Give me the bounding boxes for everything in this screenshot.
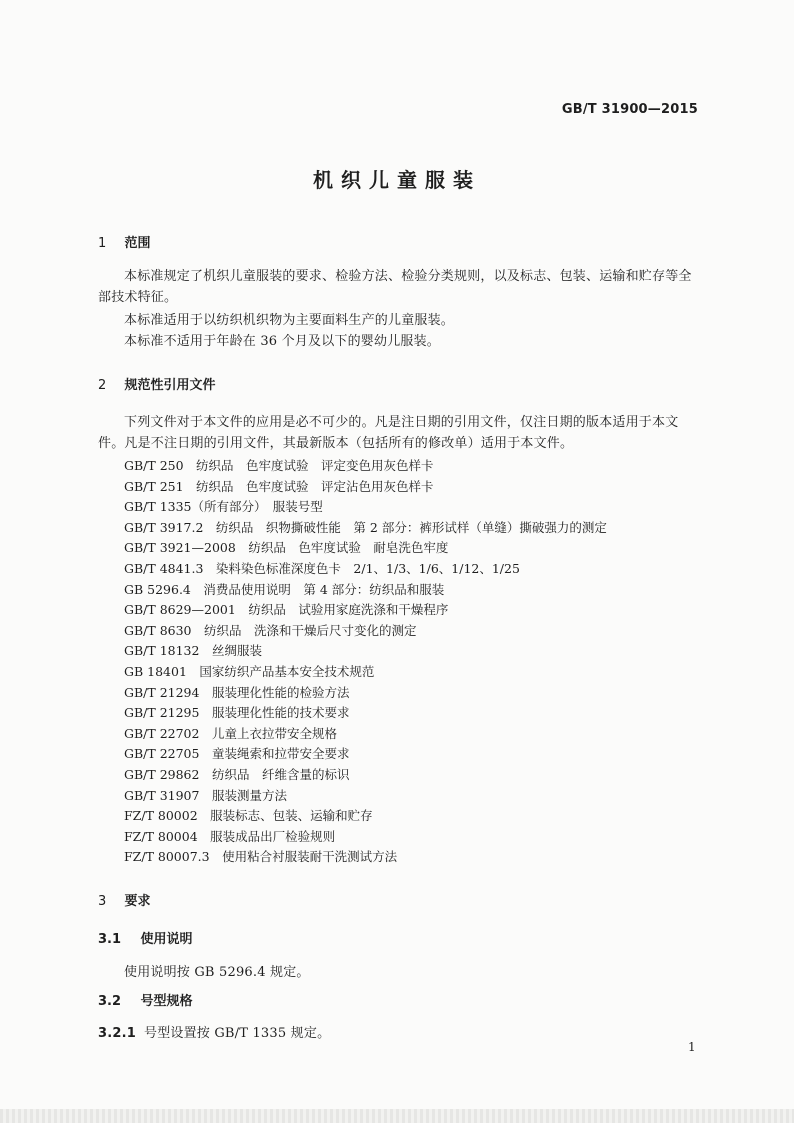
reference-item: GB/T 18132 丝绸服装 xyxy=(124,643,262,659)
section-title: 范围 xyxy=(124,236,151,251)
reference-item: GB/T 22705 童装绳索和拉带安全要求 xyxy=(124,746,350,762)
reference-item: GB/T 3917.2 纺织品 织物撕破性能 第 2 部分：裤形试样（单缝）撕破强力的测定 xyxy=(124,519,607,535)
section-heading-scope xyxy=(98,232,151,251)
references-intro: 下列文件对于本文件的应用是必不可少的。凡是注日期的引用文件，仅注日期的版本适用于本文件。凡是不注日期的引用文件，其最新版本（包括所有的修改单）适用于本文件。 xyxy=(98,415,679,451)
subsection-title: 号型规格 xyxy=(140,994,193,1009)
reference-item: GB/T 8629—2001 纺织品 试验用家庭洗涤和干燥程序 xyxy=(124,602,449,618)
reference-item: GB/T 31907 服装测量方法 xyxy=(124,787,287,803)
reference-item: FZ/T 80007.3 使用粘合衬服装耐干洗测试方法 xyxy=(124,849,398,865)
reference-item: GB/T 29862 纺织品 纤维含量的标识 xyxy=(124,766,350,782)
scan-edge xyxy=(0,1109,794,1123)
section-number: 3 xyxy=(98,894,107,909)
instructions-text: 使用说明按 GB 5296.4 规定。 xyxy=(124,965,310,980)
reference-item: FZ/T 80002 服装标志、包装、运输和贮存 xyxy=(124,808,373,824)
reference-item: GB/T 21295 服装理化性能的技术要求 xyxy=(124,705,350,721)
reference-item: GB/T 251 纺织品 色牢度试验 评定沾色用灰色样卡 xyxy=(124,478,434,494)
clause-3-2-1 xyxy=(98,1022,330,1041)
document-title: 机织儿童服装 xyxy=(313,168,481,192)
standard-number: GB/T 31900—2015 xyxy=(561,102,698,117)
clause-number: 3.2.1 xyxy=(98,1026,137,1041)
scope-paragraph-1: 本标准规定了机织儿童服装的要求、检验方法、检验分类规则，以及标志、包装、运输和贮存等全部技术特征。 xyxy=(98,269,692,305)
subsection-number: 3.1 xyxy=(98,932,122,947)
section-title: 要求 xyxy=(124,894,151,909)
reference-item: GB 18401 国家纺织产品基本安全技术规范 xyxy=(124,663,375,679)
subsection-heading-size-spec xyxy=(98,990,193,1009)
reference-item: GB 5296.4 消费品使用说明 第 4 部分：纺织品和服装 xyxy=(124,581,445,597)
section-heading-normative-references xyxy=(98,374,216,393)
clause-text: 号型设置按 GB/T 1335 规定。 xyxy=(144,1026,331,1041)
subsection-heading-instructions xyxy=(98,928,193,947)
section-number: 1 xyxy=(98,236,107,251)
reference-item: GB/T 8630 纺织品 洗涤和干燥后尺寸变化的测定 xyxy=(124,622,417,638)
scope-paragraph-2: 本标准适用于以纺织机织物为主要面料生产的儿童服装。 xyxy=(124,313,455,328)
section-number: 2 xyxy=(98,378,107,393)
section-heading-requirements xyxy=(98,890,151,909)
page-number: 1 xyxy=(688,1040,696,1054)
scope-paragraph-3: 本标准不适用于年龄在 36 个月及以下的婴幼儿服装。 xyxy=(124,334,441,349)
reference-item: GB/T 250 纺织品 色牢度试验 评定变色用灰色样卡 xyxy=(124,458,434,473)
reference-list xyxy=(124,456,607,868)
subsection-title: 使用说明 xyxy=(140,932,193,947)
section-title: 规范性引用文件 xyxy=(124,378,216,393)
reference-item: FZ/T 80004 服装成品出厂检验规则 xyxy=(124,828,336,844)
reference-item: GB/T 22702 儿童上衣拉带安全规格 xyxy=(124,725,337,741)
subsection-number: 3.2 xyxy=(98,994,122,1009)
reference-item: GB/T 21294 服装理化性能的检验方法 xyxy=(124,684,350,700)
reference-item: GB/T 3921—2008 纺织品 色牢度试验 耐皂洗色牢度 xyxy=(124,540,449,556)
reference-item: GB/T 1335（所有部分） 服装号型 xyxy=(124,499,323,515)
reference-item: GB/T 4841.3 染料染色标准深度色卡 2/1、1/3、1/6、1/12、1/25 xyxy=(124,560,520,576)
